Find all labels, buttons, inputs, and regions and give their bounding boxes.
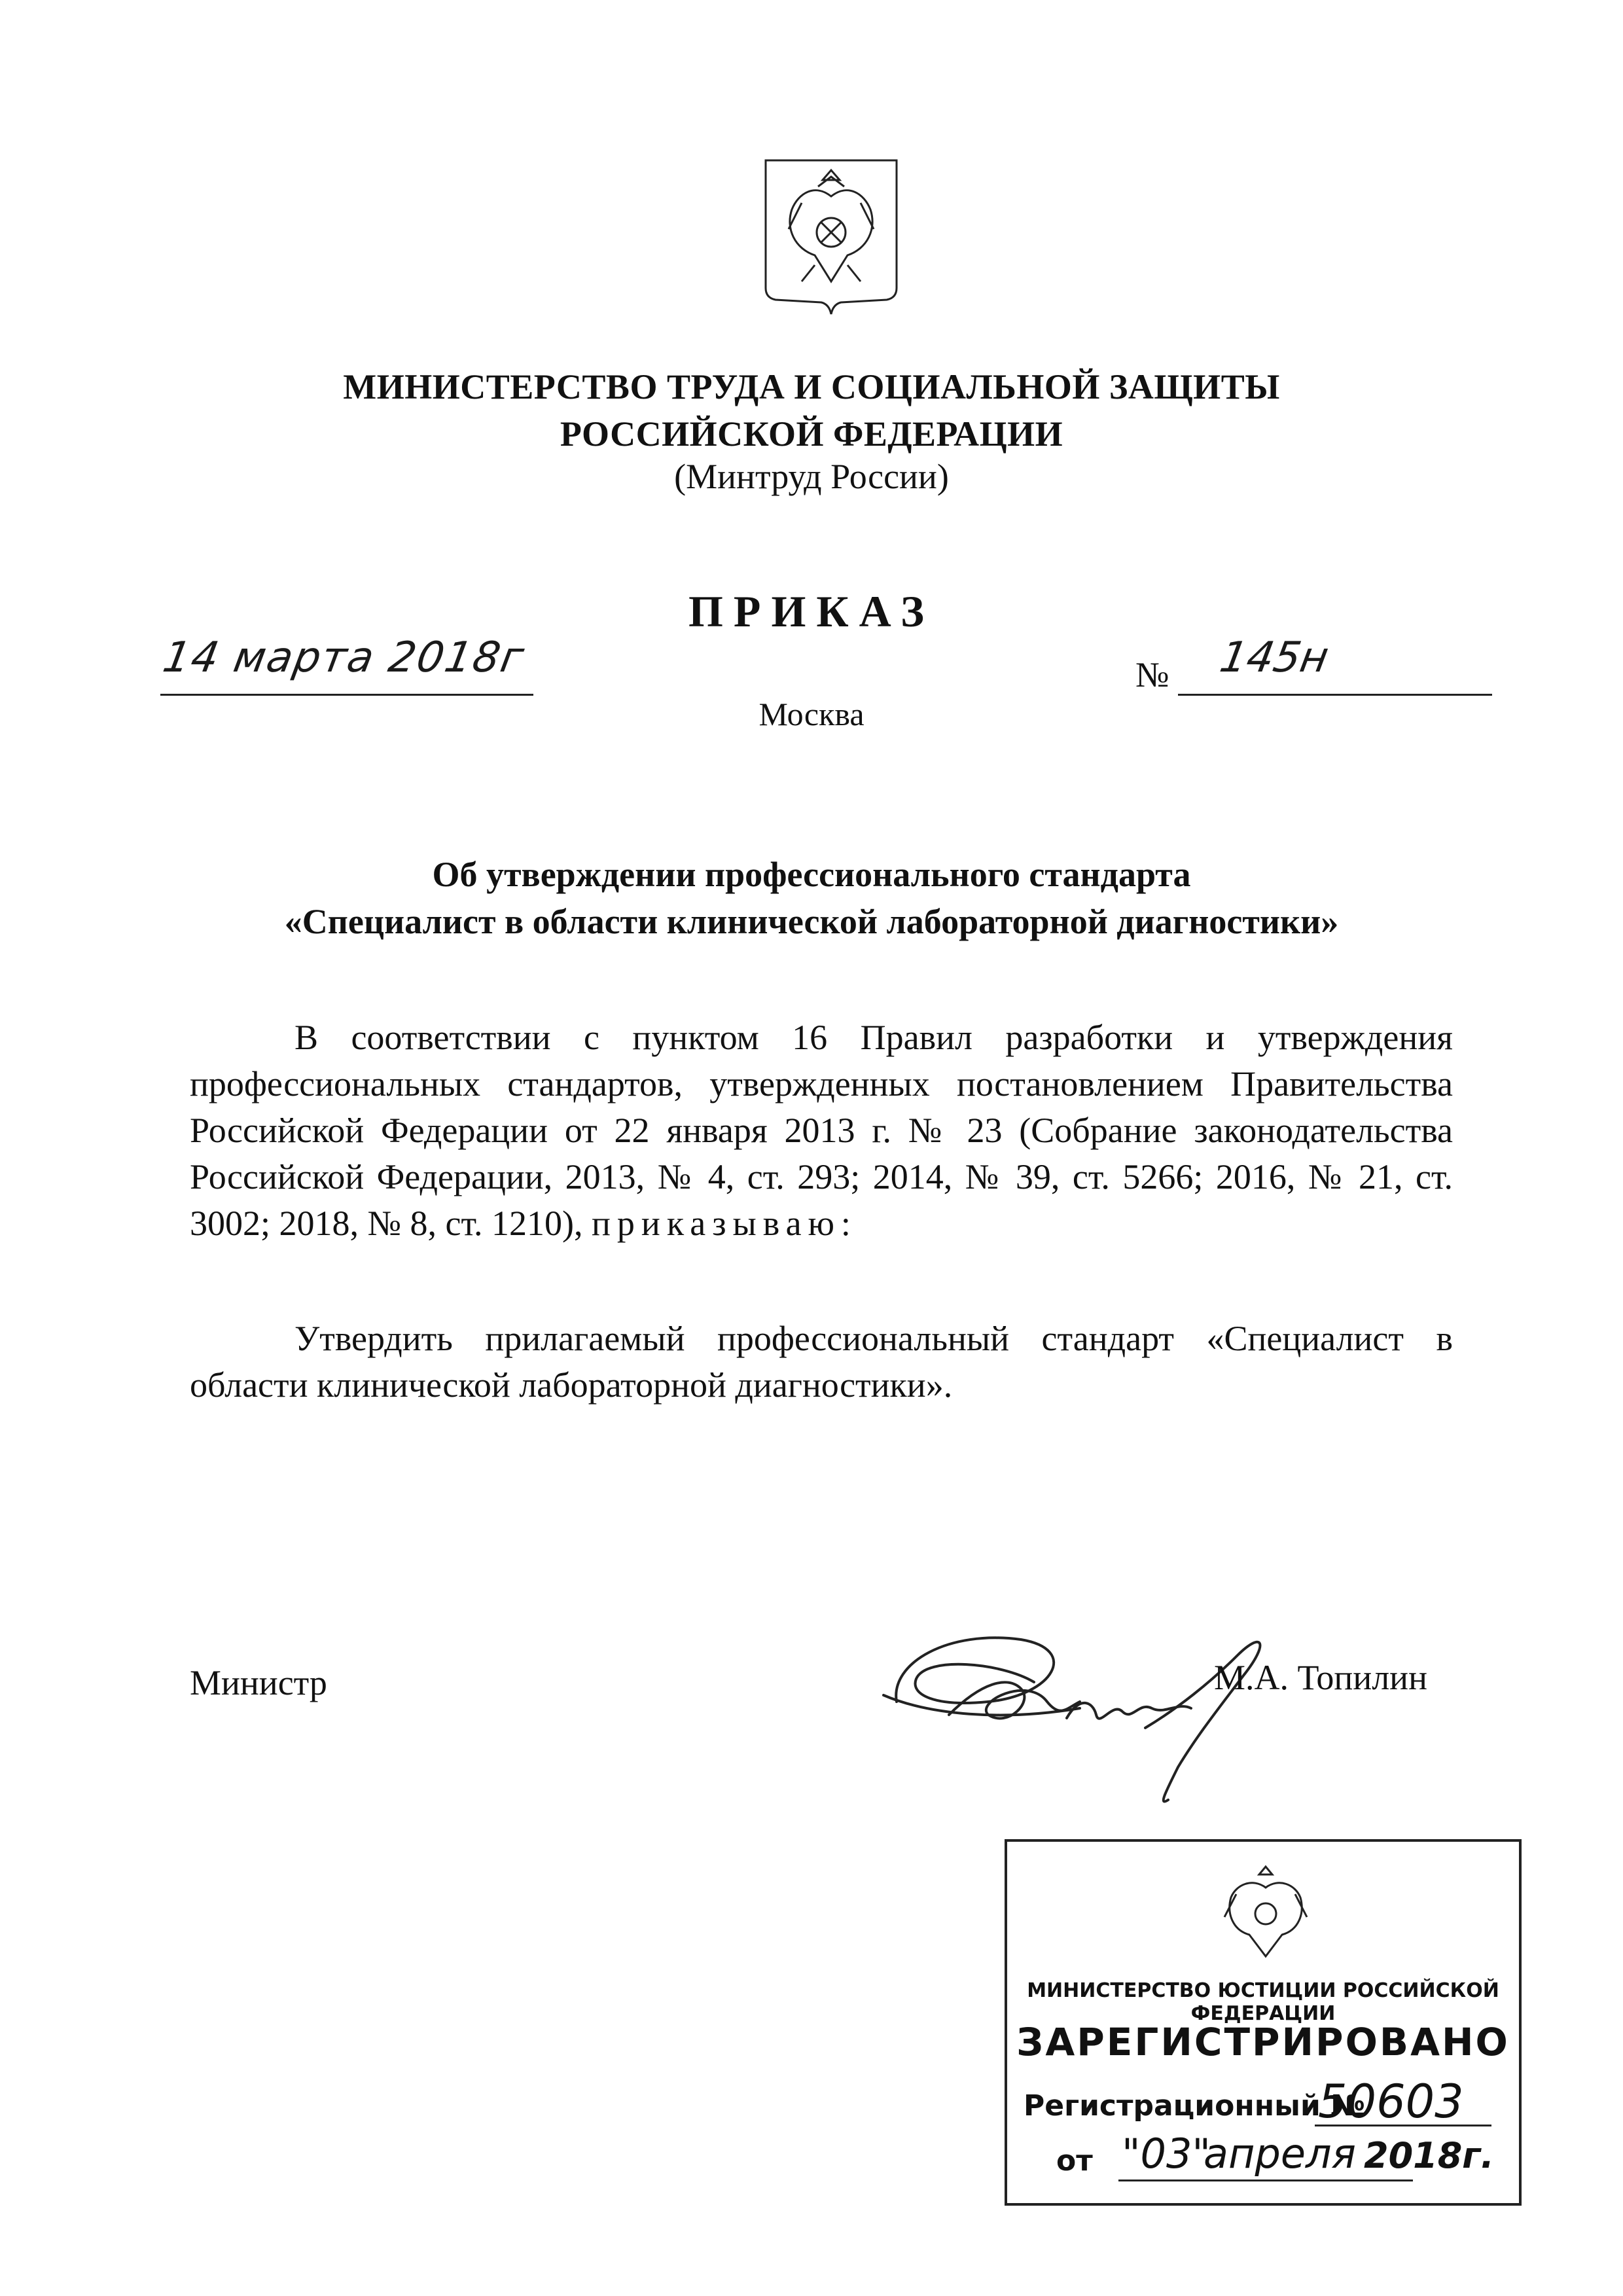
- handwritten-signature: [870, 1604, 1296, 1813]
- ministry-short-name: (Минтруд России): [674, 457, 949, 496]
- stamp-from-label: от: [1056, 2144, 1093, 2178]
- stamp-date-underline: [1118, 2179, 1413, 2181]
- signer-position: Министр: [190, 1663, 327, 1702]
- signer-name: М.А. Топилин: [1214, 1658, 1427, 1697]
- body-paragraph-1: [190, 1014, 1453, 1247]
- document-type: ПРИКАЗ: [688, 586, 935, 636]
- stamp-number-underline: [1315, 2125, 1491, 2126]
- stamp-emblem-icon: [1217, 1861, 1315, 1966]
- document-title: [0, 851, 1623, 945]
- title-line2: «Специалист в области клинической лабораторной диагностики»: [284, 902, 1339, 941]
- stamp-year: 2018г.: [1364, 2135, 1495, 2176]
- stamp-reg-number: 50603: [1318, 2075, 1464, 2128]
- coat-of-arms-emblem: [762, 157, 900, 321]
- stamp-month: апреля: [1204, 2130, 1356, 2178]
- ministry-name-line2: РОССИЙСКОЙ ФЕДЕРАЦИИ: [560, 414, 1063, 454]
- number-label: №: [1135, 655, 1169, 694]
- order-number: 145н: [1216, 634, 1332, 682]
- registration-stamp: [1005, 1839, 1522, 2206]
- stamp-day: "03": [1122, 2130, 1211, 2178]
- stamp-registered: ЗАРЕГИСТРИРОВАНО: [1016, 2020, 1510, 2064]
- city: Москва: [758, 696, 865, 732]
- stamp-reg-label: Регистрационный №: [1024, 2089, 1366, 2123]
- title-line1: Об утверждении профессионального стандарта: [432, 855, 1191, 894]
- ministry-name-line1: МИНИСТЕРСТВО ТРУДА И СОЦИАЛЬНОЙ ЗАЩИТЫ: [343, 367, 1280, 406]
- body-paragraph-1-text: В соответствии с пунктом 16 Правил разработки и утверждения профессиональных стандартов, утвержденных постановлением Правительства Российской Федерации от 22 января 2013 г. № 23 (Собрание законодательства Российской Федерации, 2013, № 4, ст. 293; 2014, № 39, ст. 5266; 2016, № 21, ст. 3002; 2018, № 8, ст. 1210),: [190, 1018, 1453, 1243]
- stamp-ministry: МИНИСТЕРСТВО ЮСТИЦИИ РОССИЙСКОЙ ФЕДЕРАЦИИ: [1027, 1979, 1499, 2025]
- order-date: 14 марта 2018г: [159, 634, 529, 682]
- body-paragraph-2: Утвердить прилагаемый профессиональный стандарт «Специалист в области клинической лабораторной диагностики».: [190, 1319, 1453, 1405]
- order-word: приказываю:: [592, 1204, 857, 1243]
- ministry-name: [0, 363, 1623, 457]
